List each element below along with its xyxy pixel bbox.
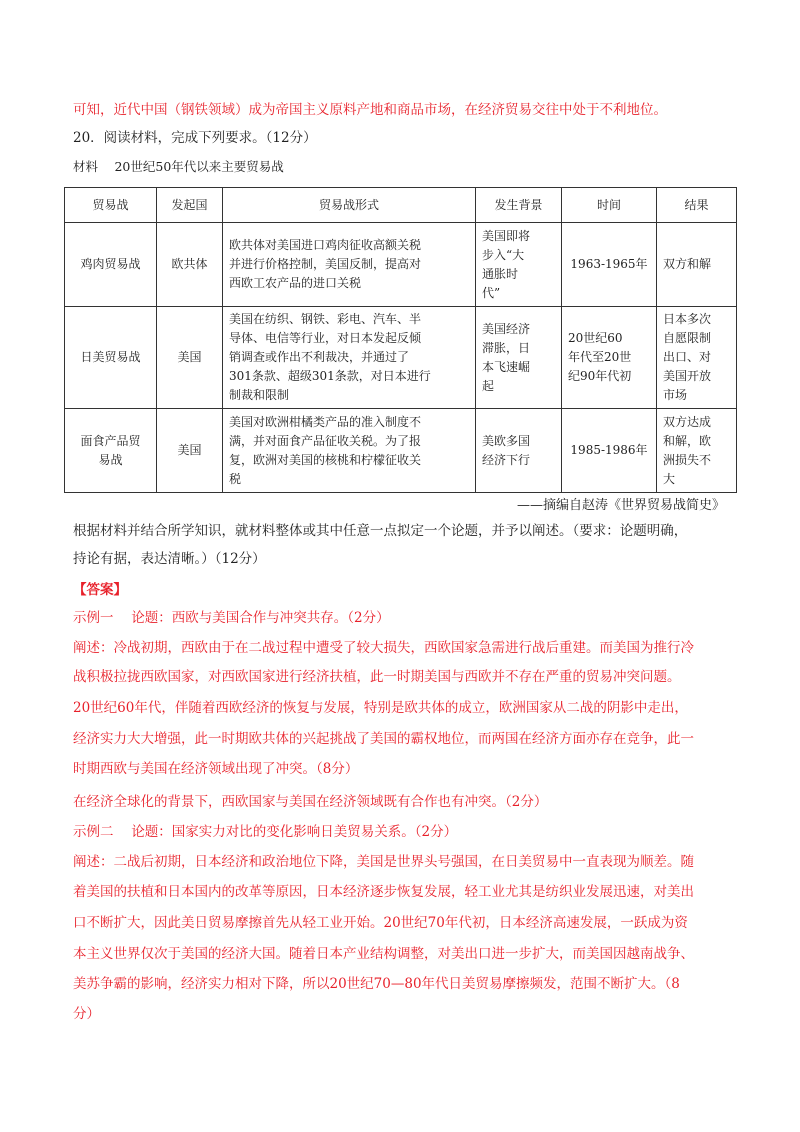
text-line: 经济下行 xyxy=(482,452,531,467)
text-line: 易战 xyxy=(98,452,123,467)
requirement-line: 持论有据，表达清晰。）（12分） xyxy=(73,551,266,567)
intro-line: 可知，近代中国（钢铁领域）成为帝国主义原料产地和商品市场，在经济贸易交往中处于不利地位。 xyxy=(73,102,667,118)
text-line: 税 xyxy=(229,471,242,486)
text-line: 美国经济 xyxy=(482,321,531,336)
header-trade-war: 贸易战 xyxy=(65,188,157,223)
cell-result xyxy=(657,223,737,307)
requirement-line: 根据材料并结合所学知识，就材料整体或其中任意一点拟定一个论题，并予以阐述。（要求：论题明确， xyxy=(73,523,688,539)
cell-form xyxy=(223,307,476,409)
text-line: 大 xyxy=(663,471,676,486)
trade-war-table xyxy=(64,187,737,493)
text-line: 市场 xyxy=(663,388,688,402)
answer-line: 示例一 论题：西欧与美国合作与冲突共存。（2分） xyxy=(73,610,390,626)
text-line: 洲损失不 xyxy=(663,452,712,467)
source-citation: ——摘编自赵涛《世界贸易战简史》 xyxy=(516,498,725,513)
answer-line: 20世纪60年代，伴随着西欧经济的恢复与发展，特别是欧共体的成立，欧洲国家从二战的阴影中走出， xyxy=(73,700,688,716)
text-line: 起 xyxy=(482,378,495,393)
cell-initiator: 美国 xyxy=(157,409,223,493)
answer-line: 阐述：冷战初期，西欧由于在二战过程中遭受了较大损失，西欧国家急需进行战后重建。而美国为推行冷 xyxy=(73,640,694,656)
cell-trade-war xyxy=(65,409,157,493)
cell-time xyxy=(562,307,657,409)
cell-form xyxy=(223,409,476,493)
answer-line: 口不断扩大，因此美日贸易摩擦首先从轻工业开始。20世纪70年代初，日本经济高速发展，一跃成为资 xyxy=(73,915,688,931)
text-line: 双方达成 xyxy=(663,414,712,429)
answer-line: 阐述：二战后初期，日本经济和政治地位下降，美国是世界头号强国，在日美贸易中一直表现为顺差。随 xyxy=(73,854,694,870)
question-heading: 20．阅读材料，完成下列要求。（12分） xyxy=(73,130,317,146)
text-line: 步入“大 xyxy=(482,247,525,262)
cell-result xyxy=(657,409,737,493)
answer-line: 示例二 论题：国家实力对比的变化影响日美贸易关系。（2分） xyxy=(73,824,458,840)
cell-initiator: 欧共体 xyxy=(157,223,223,307)
text-line: 代” xyxy=(482,285,501,300)
text-line: 和解，欧 xyxy=(663,433,712,448)
header-background: 发生背景 xyxy=(476,188,562,223)
text-line: 欧共体对美国进口鸡肉征收高额关税 xyxy=(229,238,422,252)
text-line: 双方和解 xyxy=(663,257,712,271)
header-initiator: 发起国 xyxy=(157,188,223,223)
material-title: 材料 20世纪50年代以来主要贸易战 xyxy=(73,159,284,174)
text-line: 美国在纺织、钢铁、彩电、汽车、半 xyxy=(229,312,422,326)
answer-tag: 【答案】 xyxy=(73,582,127,598)
header-result: 结果 xyxy=(657,188,737,223)
text-line: 复，欧洲对美国的核桃和柠檬征收关 xyxy=(229,452,422,467)
text-line: 制裁和限制 xyxy=(229,388,290,402)
answer-line: 战积极拉拢西欧国家，对西欧国家进行经济扶植，此一时期美国与西欧并不存在严重的贸易冲突问题。 xyxy=(73,669,681,685)
answer-line: 本主义世界仅次于美国的经济大国。随着日本产业结构调整，对美出口进一步扩大，而美国因越南战争、 xyxy=(73,946,694,962)
text-line: 20世纪60 xyxy=(568,331,623,345)
text-line: 销调查或作出不利裁决，并通过了 xyxy=(229,350,410,364)
cell-trade-war: 鸡肉贸易战 xyxy=(65,223,157,307)
cell-initiator: 美国 xyxy=(157,307,223,409)
cell-time xyxy=(562,223,657,307)
text-line: 自愿限制 xyxy=(663,331,712,345)
header-time: 时间 xyxy=(562,188,657,223)
text-line: 美国对欧洲柑橘类产品的准入制度不 xyxy=(229,414,422,429)
text-line: 日本多次 xyxy=(663,312,712,326)
text-line: 美欧多国 xyxy=(482,433,531,448)
text-line: 出口、对 xyxy=(663,350,712,364)
text-line: 本飞速崛 xyxy=(482,359,531,374)
cell-background xyxy=(476,223,562,307)
cell-trade-war: 日美贸易战 xyxy=(65,307,157,409)
answer-line: 着美国的扶植和日本国内的改革等原因，日本经济逐步恢复发展，轻工业尤其是纺织业发展迅速，对美出 xyxy=(73,884,694,900)
answer-line: 分） xyxy=(73,1006,100,1022)
text-line: 滞胀，日 xyxy=(482,340,531,355)
text-line: 并进行价格控制，美国反制，提高对 xyxy=(229,257,422,271)
header-form: 贸易战形式 xyxy=(223,188,476,223)
answer-line: 美苏争霸的影响，经济实力相对下降，所以20世纪70—80年代日美贸易摩擦频发，范围不断扩大。（8 xyxy=(73,976,680,992)
text-line: 通胀时 xyxy=(482,266,519,281)
text-line: 年代至20世 xyxy=(568,350,632,364)
text-line: 美国即将 xyxy=(482,228,531,243)
text-line: 美国开放 xyxy=(663,369,712,383)
answer-line: 时期西欧与美国在经济领域出现了冲突。（8分） xyxy=(73,761,359,777)
text-line: 西欧工农产品的进口关税 xyxy=(229,276,362,290)
table-row xyxy=(65,307,737,409)
text-line: 满，并对面食产品征收关税。为了报 xyxy=(229,433,422,448)
cell-form xyxy=(223,223,476,307)
answer-line: 在经济全球化的背景下，西欧国家与美国在经济领域既有合作也有冲突。（2分） xyxy=(73,794,548,810)
cell-background xyxy=(476,409,562,493)
text-line: 面食产品贸 xyxy=(80,433,141,448)
answer-line: 经济实力大大增强，此一时期欧共体的兴起挑战了美国的霸权地位，而两国在经济方面亦存在竞争，此一 xyxy=(73,731,694,747)
cell-result xyxy=(657,307,737,409)
text-line: 1963-1965年 xyxy=(570,257,648,271)
table-row xyxy=(65,409,737,493)
cell-background xyxy=(476,307,562,409)
cell-time xyxy=(562,409,657,493)
table-row xyxy=(65,223,737,307)
text-line: 纪90年代初 xyxy=(568,369,632,383)
text-line: 导体、电信等行业，对日本发起反倾 xyxy=(229,331,422,345)
table-header-row xyxy=(65,188,737,223)
text-line: 301条款、超级301条款，对日本进行 xyxy=(229,369,431,383)
text-line: 1985-1986年 xyxy=(570,443,648,457)
